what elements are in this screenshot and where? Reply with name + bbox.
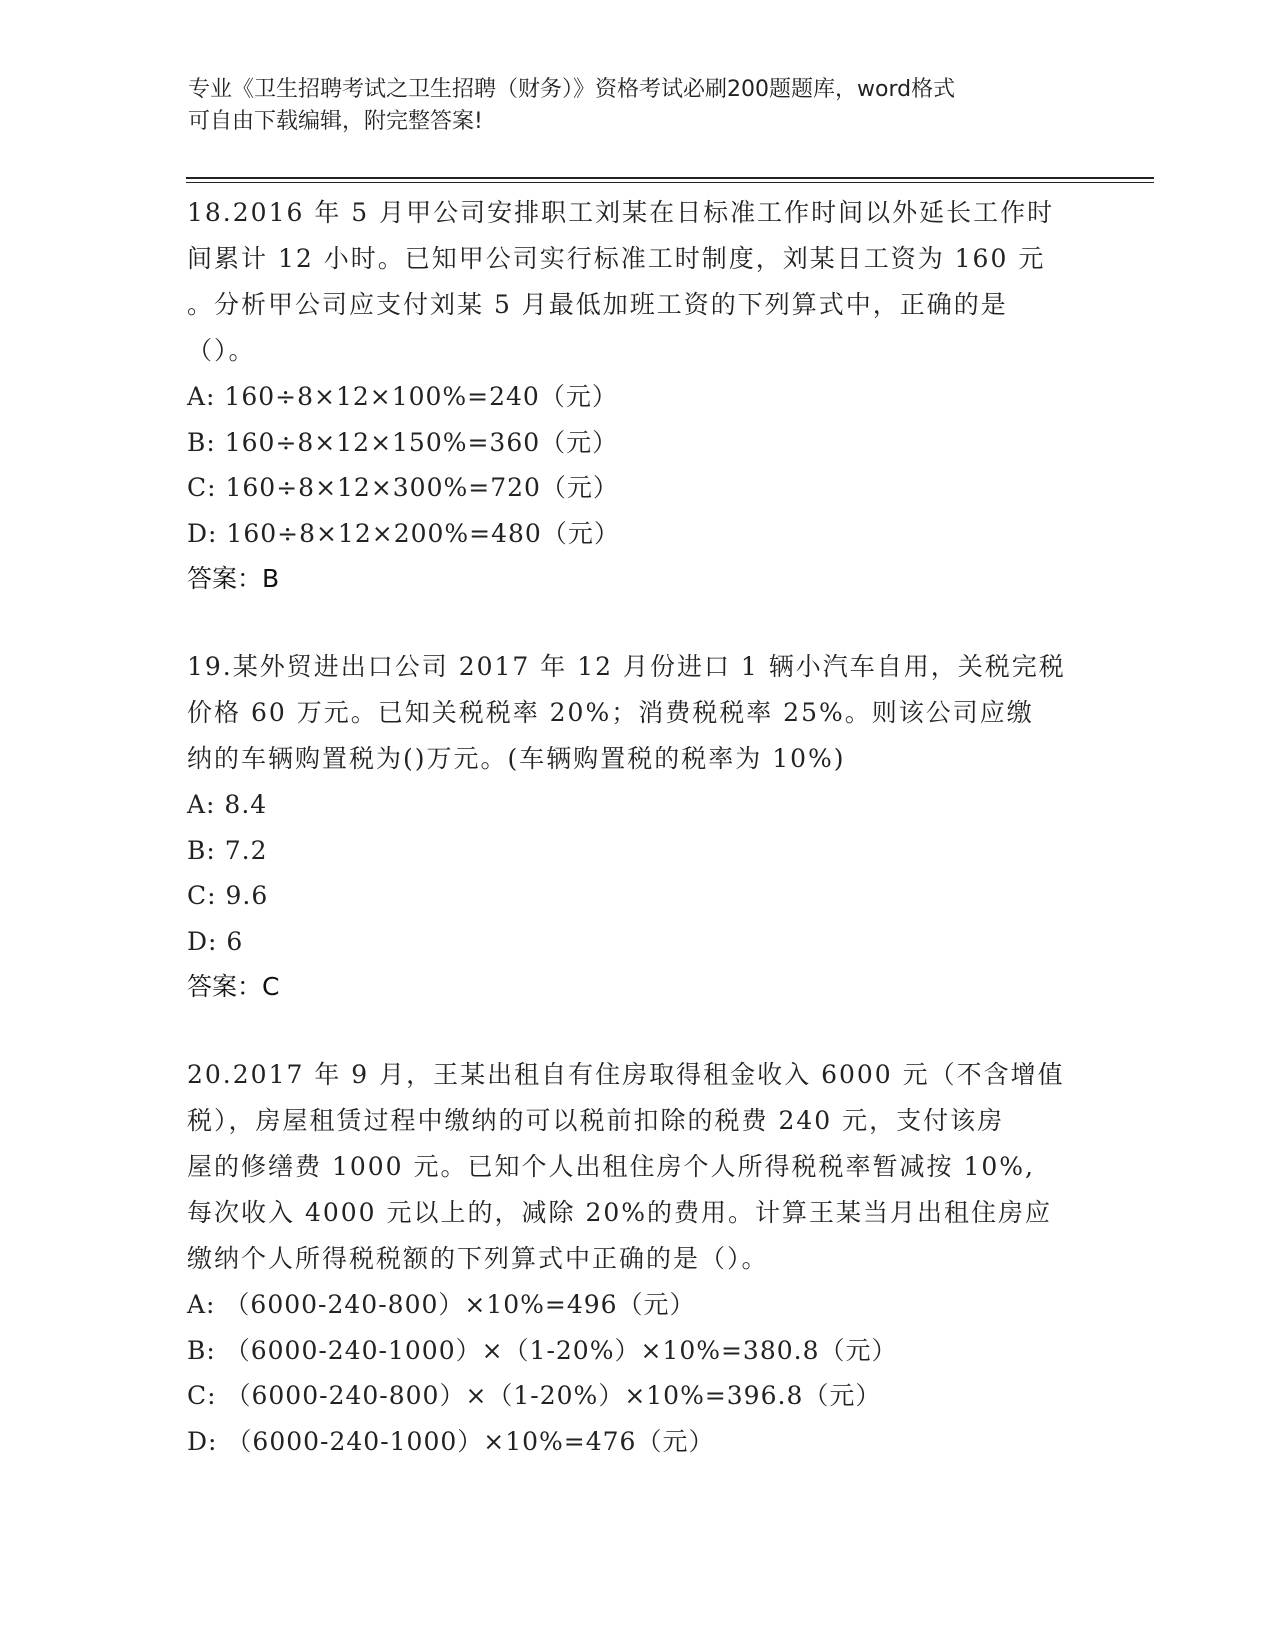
question-19 <box>187 644 1087 1010</box>
question-text <box>187 190 1087 374</box>
question-line: 屋的修缮费 1000 元。已知个人出租住房个人所得税税率暂减按 10%, <box>187 1152 1035 1181</box>
question-list <box>187 190 1087 1464</box>
question-line: 19.某外贸进出口公司 2017 年 12 月份进口 1 辆小汽车自用，关税完税 <box>187 652 1066 681</box>
option-a: A: 160÷8×12×100%=240（元） <box>187 382 618 411</box>
option-a: A: （6000-240-800）×10%=496（元） <box>187 1290 696 1319</box>
question-line: 纳的车辆购置税为()万元。(车辆购置税的税率为 10%) <box>187 744 846 773</box>
header-rule-thin <box>186 182 1154 183</box>
question-line: 税），房屋租赁过程中缴纳的可以税前扣除的税费 240 元，支付该房 <box>187 1106 1005 1135</box>
question-text <box>187 644 1087 782</box>
option-c: C: （6000-240-800）×（1-20%）×10%=396.8（元） <box>187 1381 882 1410</box>
option-b: B: 160÷8×12×150%=360（元） <box>187 427 619 457</box>
answer: 答案：C <box>187 972 280 1001</box>
answer: 答案：B <box>187 564 280 593</box>
question-18 <box>187 190 1087 602</box>
question-line: （）。 <box>187 336 256 365</box>
question-text <box>187 1052 1087 1282</box>
header-line-2: 可自由下载编辑，附完整答案! <box>188 109 483 134</box>
question-line: 间累计 12 小时。已知甲公司实行标准工时制度，刘某日工资为 160 元 <box>187 244 1046 273</box>
spacer <box>187 602 1087 644</box>
option-c: C: 9.6 <box>187 881 269 910</box>
question-line: 。分析甲公司应支付刘某 5 月最低加班工资的下列算式中，正确的是 <box>187 290 1008 319</box>
header-line-1: 专业《卫生招聘考试之卫生招聘（财务）》资格考试必刷200题题库，word格式 <box>188 77 956 102</box>
question-line: 价格 60 万元。已知关税税率 20%；消费税税率 25%。则该公司应缴 <box>187 698 1034 727</box>
question-line: 20.2017 年 9 月，王某出租自有住房取得租金收入 6000 元（不含增值 <box>187 1060 1065 1089</box>
option-b: B: （6000-240-1000）×（1-20%）×10%=380.8（元） <box>187 1335 898 1365</box>
option-d: D: （6000-240-1000）×10%=476（元） <box>187 1426 715 1456</box>
spacer <box>187 1010 1087 1052</box>
document-header <box>188 74 1088 138</box>
option-a: A: 8.4 <box>187 790 268 819</box>
question-line: 每次收入 4000 元以上的，减除 20%的费用。计算王某当月出租住房应 <box>187 1198 1053 1227</box>
option-b: B: 7.2 <box>187 835 268 865</box>
question-line: 18.2016 年 5 月甲公司安排职工刘某在日标准工作时间以外延长工作时 <box>187 198 1055 227</box>
option-d: D: 160÷8×12×200%=480（元） <box>187 518 620 548</box>
option-c: C: 160÷8×12×300%=720（元） <box>187 473 619 502</box>
question-20 <box>187 1052 1087 1464</box>
question-line: 缴纳个人所得税税额的下列算式中正确的是（）。 <box>187 1244 769 1273</box>
option-d: D: 6 <box>187 926 244 956</box>
header-rule-thick <box>186 177 1154 179</box>
